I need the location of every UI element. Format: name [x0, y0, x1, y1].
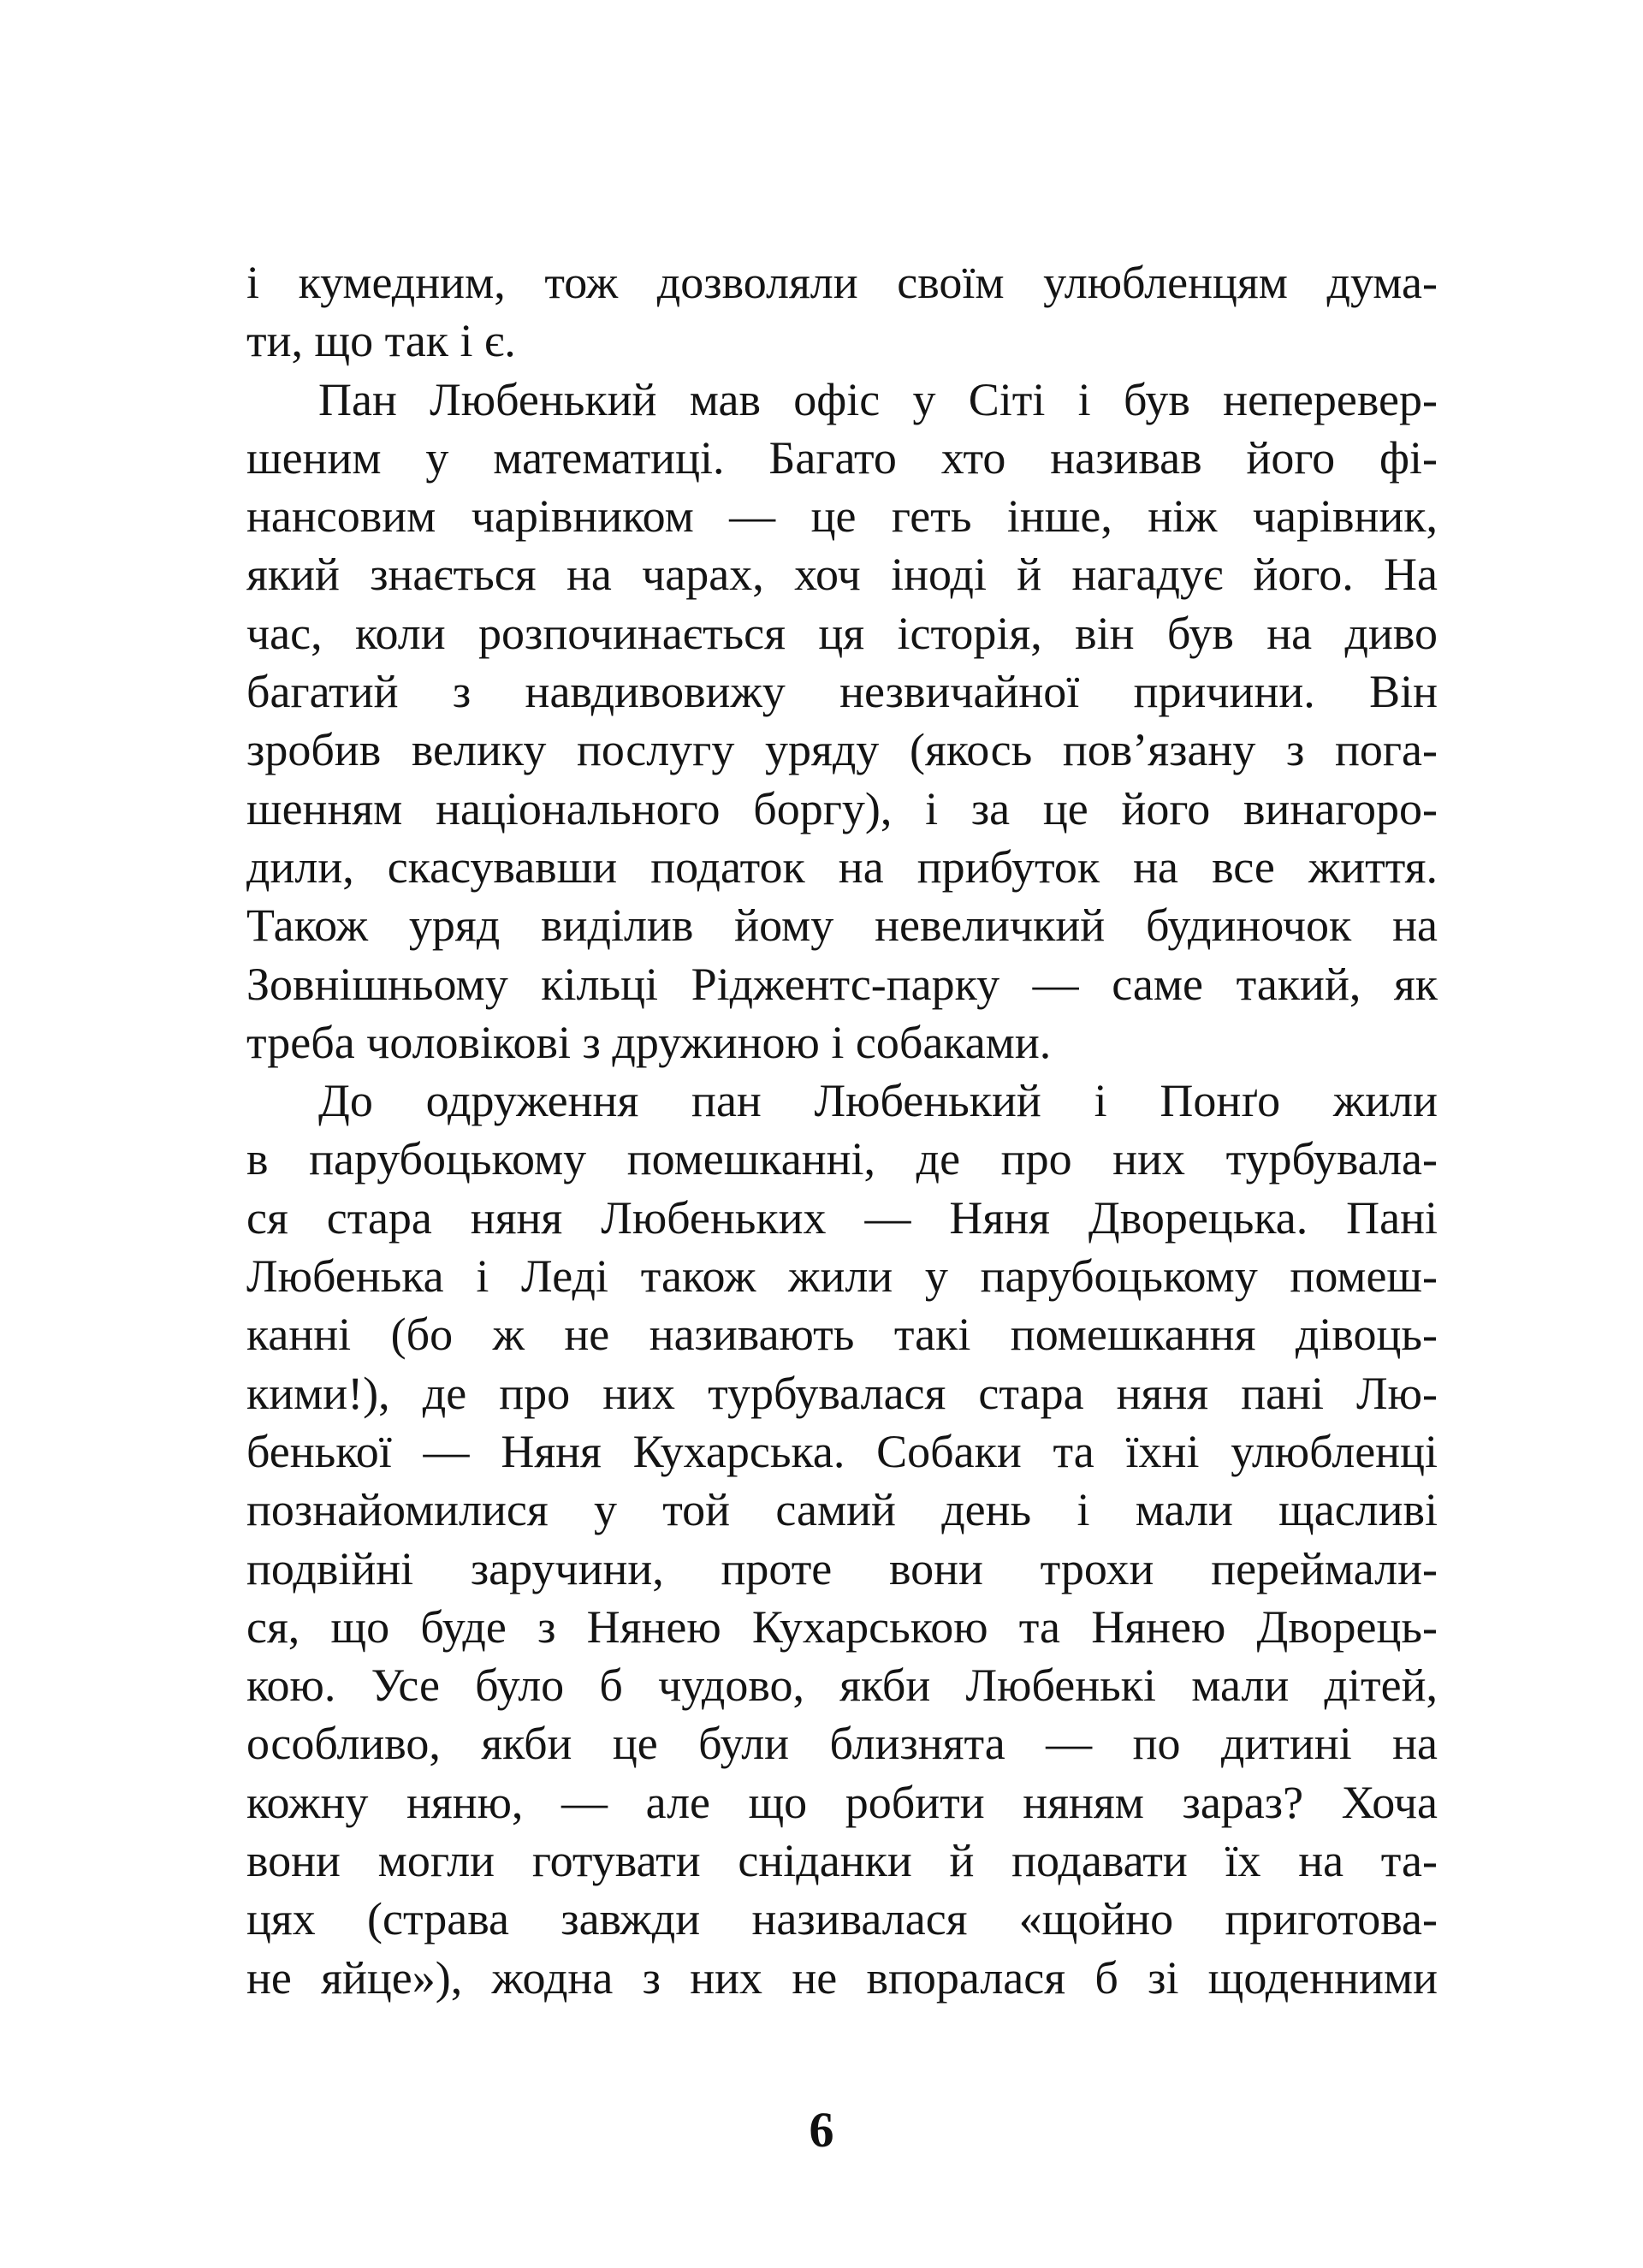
text-line: бенької — Няня Кухарська. Собаки та їхні улюбленці	[246, 1425, 1438, 1477]
text-line: шенням національного боргу), і за це його винагоро-	[246, 782, 1438, 834]
body-text	[246, 253, 1438, 2007]
text-line: кими!), де про них турбувалася стара няня пані Лю-	[246, 1367, 1438, 1419]
text-line: Любенька і Леді також жили у парубоцькому помеш-	[246, 1250, 1438, 1303]
text-line: подвійні заручини, проте вони трохи переймали-	[246, 1542, 1438, 1594]
text-line: канні (бо ж не називають такі помешкання дівоць-	[246, 1309, 1438, 1361]
text-line: Пан Любенький мав офіс у Сіті і був неперевер-	[318, 373, 1438, 425]
text-line: не яйце»), жодна з них не впоралася б зі щоденними	[246, 1951, 1438, 2004]
paragraph	[246, 1072, 1438, 2007]
text-line: кою. Усе було б чудово, якби Любенькі мали дітей,	[246, 1659, 1438, 1712]
text-line: багатий з навдивовижу незвичайної причини. Він	[246, 666, 1438, 718]
text-line: познайомилися у той самий день і мали щасливі	[246, 1484, 1438, 1536]
text-line: шеним у математиці. Багато хто називав його фі-	[246, 431, 1438, 484]
text-line: в парубоцькому помешканні, де про них турбувала-	[246, 1133, 1438, 1185]
text-line: треба чоловікові з дружиною і собаками.	[246, 1016, 1052, 1068]
text-line: ся стара няня Любеньких — Няня Дворецька. Пані	[246, 1191, 1438, 1244]
text-line: Також уряд виділив йому невеличкий будиночок на	[246, 899, 1438, 952]
text-line: дили, скасувавши податок на прибуток на все життя.	[246, 840, 1438, 893]
text-line: цях (страва завжди називалася «щойно приготова-	[246, 1893, 1438, 1945]
page-number: 6	[809, 2102, 834, 2158]
text-line: особливо, якби це були близнята — по дитині на	[246, 1718, 1438, 1770]
text-line: До одруження пан Любенький і Понґо жили	[318, 1075, 1438, 1127]
text-line: ти, що так і є.	[246, 315, 516, 367]
text-line: і кумедним, тож дозволяли своїм улюбленцям дума-	[246, 257, 1438, 308]
text-line: нансовим чарівником — це геть інше, ніж чарівник,	[246, 490, 1438, 543]
text-line: час, коли розпочинається ця історія, він був на диво	[246, 607, 1438, 659]
text-line: зробив велику послугу уряду (якось пов’язану з пога-	[246, 724, 1438, 776]
text-line: вони могли готувати сніданки й подавати їх на та-	[246, 1835, 1438, 1887]
text-line: кожну няню, — але що робити няням зараз? Хоча	[246, 1776, 1438, 1828]
text-line: який знається на чарах, хоч іноді й нагадує його. На	[246, 549, 1438, 601]
paragraph	[246, 253, 1438, 371]
paragraph	[246, 371, 1438, 1072]
text-line: Зовнішньому кільці Ріджентс-парку — саме такий, як	[246, 958, 1438, 1010]
text-line: ся, що буде з Нянею Кухарською та Нянею Дворець-	[246, 1600, 1438, 1653]
